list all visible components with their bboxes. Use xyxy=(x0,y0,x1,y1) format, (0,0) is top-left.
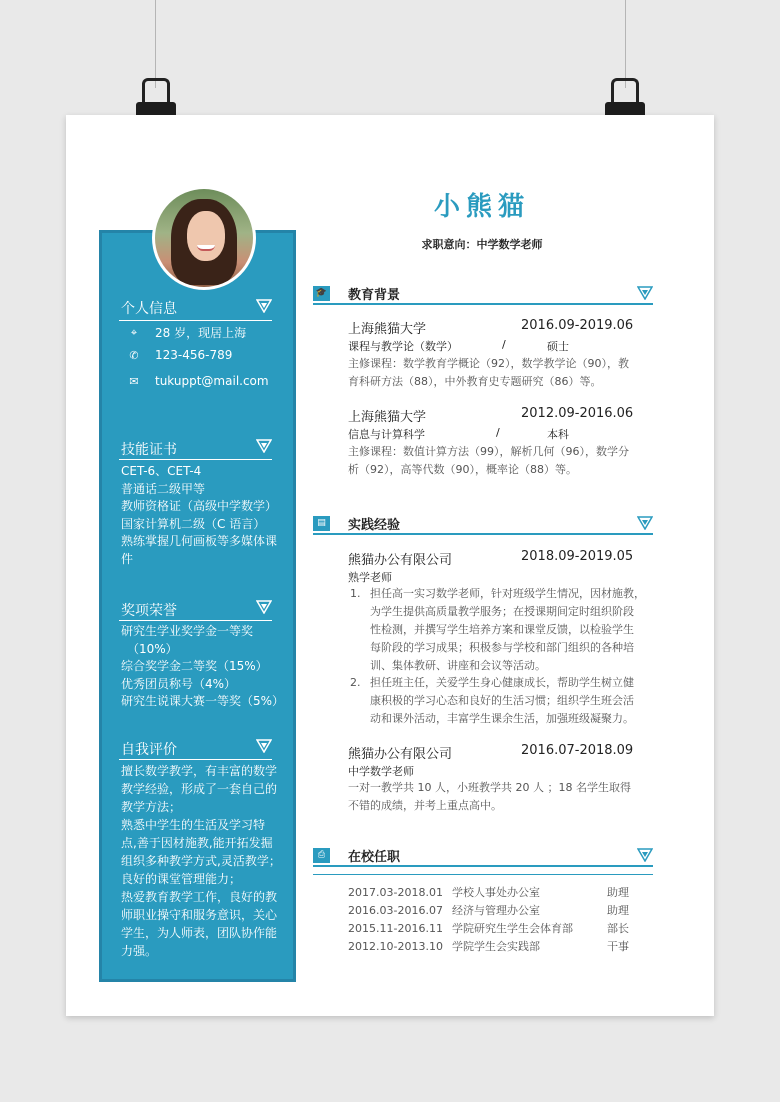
skill-item: 普通话二级甲等 xyxy=(121,482,206,496)
company-name: 熊猫办公有限公司 xyxy=(348,747,453,762)
campus-org: 学院研究生学生会体育部 xyxy=(452,922,573,935)
self-eval-line: 教学经验，形成了一套自己的 xyxy=(121,782,278,796)
list-number: 2. xyxy=(350,676,361,689)
campus-org: 学院学生会实践部 xyxy=(452,940,540,953)
campus-org: 学校人事处办公室 xyxy=(452,886,540,899)
practice-role: 熟学老师 xyxy=(348,571,392,584)
education-slash: / xyxy=(496,426,500,439)
campus-role: 部长 xyxy=(607,922,629,935)
practice-date: 2016.07-2018.09 xyxy=(521,743,634,758)
practice-duty-line: 担任高一实习数学老师，针对班级学生情况，因材施教， xyxy=(370,587,645,600)
personal-info-heading: 个人信息 xyxy=(121,301,177,317)
practice-duty-line: 性检测，并撰写学生培养方案和课堂反馈，以检验学生 xyxy=(370,623,634,636)
education-date: 2016.09-2019.06 xyxy=(521,318,634,333)
section-underline xyxy=(313,865,653,867)
campus-role: 干事 xyxy=(607,940,629,953)
email-row: ✉ tukuppt@mail.com xyxy=(127,374,269,388)
avatar xyxy=(152,186,256,290)
practice-duty-line: 训、集体教研、讲座和会议等活动。 xyxy=(370,659,546,672)
section-underline-thin xyxy=(313,874,653,875)
education-degree: 本科 xyxy=(547,428,569,441)
hanging-wire-right xyxy=(625,0,626,88)
hanging-wire-left xyxy=(155,0,156,88)
education-courses: 主修课程：数值计算方法（99），解析几何（96），数学分 xyxy=(348,445,629,458)
practice-duty-line: 为学生提供高质量教学服务；在授课期间定时组织阶段 xyxy=(370,605,634,618)
printer-icon: ⎙ xyxy=(313,848,330,863)
triangle-marker-icon xyxy=(256,299,272,313)
practice-duty-line: 担任班主任，关爱学生身心健康成长，帮助学生树立健 xyxy=(370,676,634,689)
practice-duty-line: 动和课外活动，丰富学生课余生活，加强班级凝聚力。 xyxy=(370,712,634,725)
location-icon: ⌖ xyxy=(130,325,138,339)
award-item: 研究生学业奖学金一等奖 xyxy=(121,624,254,638)
self-eval-line: 师职业操守和服务意识，关心 xyxy=(121,908,278,922)
award-item: 综合奖学金二等奖（15%） xyxy=(121,659,268,673)
skill-item: 熟练掌握几何画板等多媒体课 xyxy=(121,534,278,548)
company-name: 熊猫办公有限公司 xyxy=(348,553,453,568)
skill-item: 件 xyxy=(121,552,134,566)
triangle-marker-icon xyxy=(637,286,653,300)
id-card-icon: ▤ xyxy=(313,516,330,531)
award-item: （10%） xyxy=(127,642,178,656)
list-number: 1. xyxy=(350,587,361,600)
triangle-marker-icon xyxy=(256,600,272,614)
campus-date: 2017.03-2018.01 xyxy=(348,886,443,899)
education-title: 教育背景 xyxy=(348,288,401,303)
section-divider xyxy=(119,620,272,621)
education-courses: 主修课程：数学教育学概论（92），数学教学论（90），教 xyxy=(348,357,629,370)
education-slash: / xyxy=(502,338,506,351)
self-eval-line: 良好的课堂管理能力； xyxy=(121,872,242,886)
practice-date: 2018.09-2019.05 xyxy=(521,549,634,564)
education-major: 信息与计算科学 xyxy=(348,428,425,441)
phone-icon: ✆ xyxy=(129,348,139,362)
education-section-header xyxy=(313,284,653,306)
triangle-marker-icon xyxy=(256,439,272,453)
candidate-name: 小熊猫 xyxy=(433,192,530,222)
education-date: 2012.09-2016.06 xyxy=(521,406,634,421)
campus-section-header xyxy=(313,846,653,868)
section-underline xyxy=(313,533,653,535)
campus-date: 2015.11-2016.11 xyxy=(348,922,443,935)
school-name: 上海熊猫大学 xyxy=(348,322,427,337)
campus-role: 助理 xyxy=(607,904,629,917)
self-eval-line: 教学方法； xyxy=(121,800,182,814)
practice-duty-line: 康积极的学习心态和良好的生活习惯；组织学生班会活 xyxy=(370,694,634,707)
award-item: 研究生说课大赛一等奖（5%） xyxy=(121,694,285,708)
self-eval-line: 擅长数学教学，有丰富的数学 xyxy=(121,764,278,778)
campus-date: 2012.10-2013.10 xyxy=(348,940,443,953)
self-eval-line: 力强。 xyxy=(121,944,158,958)
skill-item: 教师资格证（高级中学数学） xyxy=(121,499,278,513)
self-eval-line: 组织多种教学方式,灵活教学； xyxy=(121,854,281,868)
practice-duty-line: 不错的成绩，并考上重点高中。 xyxy=(348,799,502,812)
education-courses: 析（92），高等代数（90），概率论（88）等。 xyxy=(348,463,577,476)
practice-duty-line: 一对一教学共 10 人，小班教学共 20 人 ；18 名学生取得 xyxy=(348,781,631,794)
campus-title: 在校任职 xyxy=(348,850,401,865)
campus-date: 2016.03-2016.07 xyxy=(348,904,443,917)
self-eval-line: 学生，为人师表，团队协作能 xyxy=(121,926,278,940)
skill-item: CET-6、CET-4 xyxy=(121,464,202,478)
section-divider xyxy=(119,320,272,321)
section-divider xyxy=(119,459,272,460)
education-courses: 育科研方法（88），中外教育史专题研究（86）等。 xyxy=(348,375,602,388)
self-evaluation-heading: 自我评价 xyxy=(121,742,177,758)
practice-section-header xyxy=(313,514,653,536)
age-location-row: ⌖ 28 岁，现居上海 xyxy=(127,324,246,341)
campus-org: 经济与管理办公室 xyxy=(452,904,540,917)
job-intent: 求职意向：中学数学老师 xyxy=(421,238,543,251)
phone-row: ✆ 123-456-789 xyxy=(127,348,232,362)
education-major: 课程与教学论（数学） xyxy=(348,340,458,353)
mail-icon: ✉ xyxy=(129,374,139,388)
campus-role: 助理 xyxy=(607,886,629,899)
triangle-marker-icon xyxy=(637,516,653,530)
education-degree: 硕士 xyxy=(547,340,569,353)
triangle-marker-icon xyxy=(256,739,272,753)
section-divider xyxy=(119,759,272,760)
self-eval-line: 熟悉中学生的生活及学习特 xyxy=(121,818,266,832)
skills-heading: 技能证书 xyxy=(121,442,177,458)
triangle-marker-icon xyxy=(637,848,653,862)
graduation-cap-icon: 🎓 xyxy=(313,286,330,301)
school-name: 上海熊猫大学 xyxy=(348,410,427,425)
self-eval-line: 点,善于因材施教,能开拓发掘 xyxy=(121,836,273,850)
section-underline xyxy=(313,303,653,305)
skill-item: 国家计算机二级（C 语言） xyxy=(121,517,266,531)
practice-title: 实践经验 xyxy=(348,518,401,533)
practice-duty-line: 每阶段的学习成果；积极参与学校和部门组织的各种培 xyxy=(370,641,634,654)
practice-role: 中学数学老师 xyxy=(348,765,414,778)
awards-heading: 奖项荣誉 xyxy=(121,603,177,619)
award-item: 优秀团员称号（4%） xyxy=(121,677,237,691)
self-eval-line: 热爱教育教学工作，良好的教 xyxy=(121,890,278,904)
